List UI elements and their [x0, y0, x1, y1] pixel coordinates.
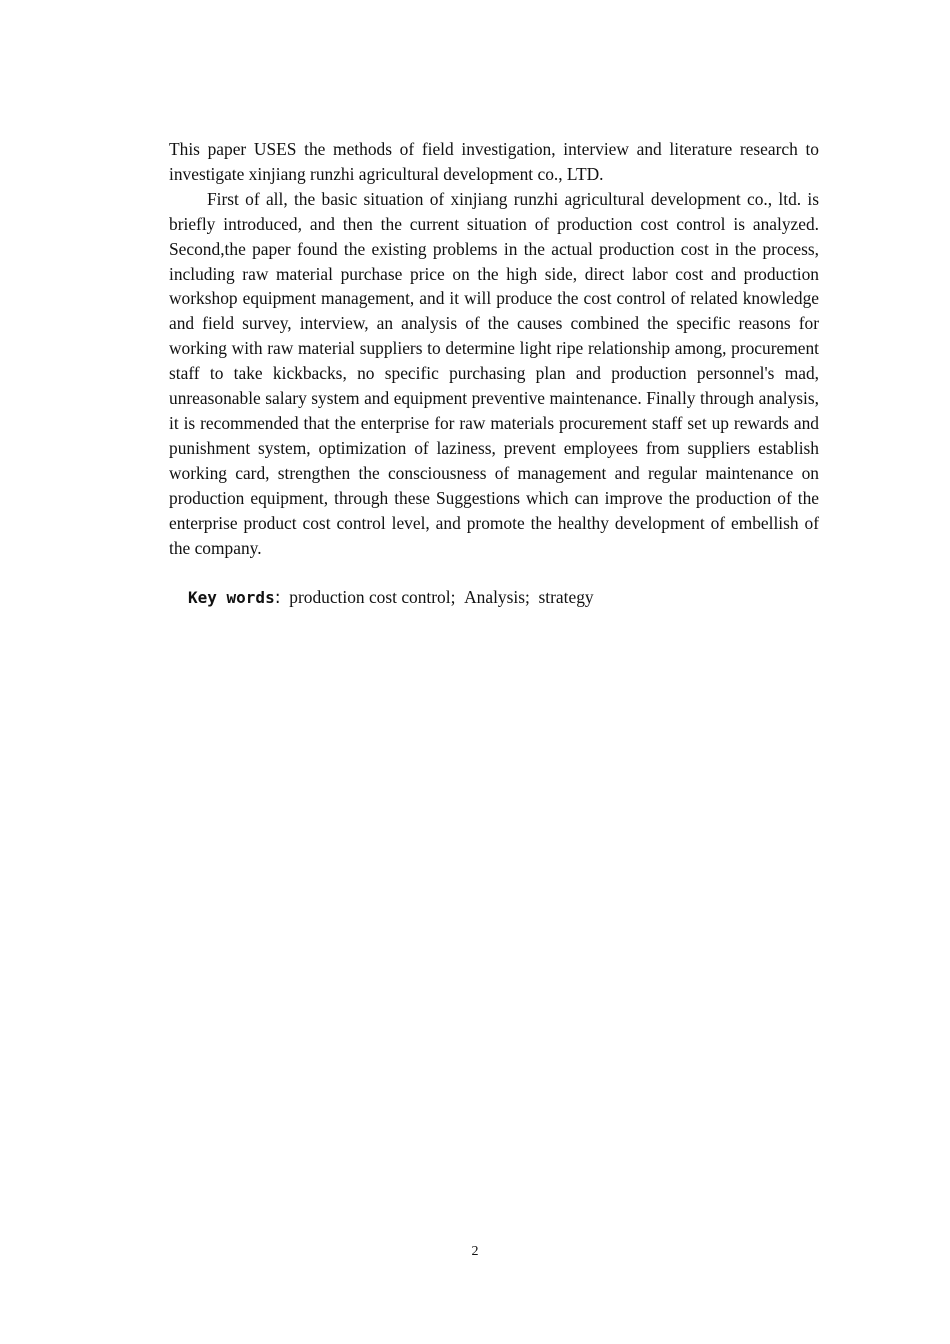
abstract-paragraph-2: First of all, the basic situation of xinjiang runzhi agricultural development co., ltd. is briefly introduced, and then the current situation of production cost control is analyzed. Second,the paper found the existing problems in the actual production cost in the process, including raw material purchase price on the high side, direct labor cost and production workshop equipment management, and it will produce the cost control of related knowledge and field survey, interview, an analysis of the causes combined the specific reasons for working with raw material suppliers to determine light ripe relationship among, procurement staff to take kickbacks, no specific purchasing plan and production personnel's mad, unreasonable salary system and equipment preventive maintenance. Finally through analysis, it is recommended that the enterprise for raw materials procurement staff set up rewards and punishment system, optimization of laziness, prevent employees from suppliers establish working card, strengthen the consciousness of management and regular maintenance on production equipment, through these Suggestions which can improve the production of the enterprise product cost control level, and promote the healthy development of embellish of the company.	[169, 188, 819, 558]
keyword-item: Analysis;	[464, 587, 530, 608]
abstract-body	[169, 137, 819, 611]
keywords-line	[169, 585, 819, 611]
keywords-label: Key words	[188, 588, 275, 608]
keywords-separator: :	[274, 588, 281, 609]
page-number: 2	[471, 1244, 479, 1259]
keyword-item: production cost control;	[289, 587, 456, 608]
abstract-paragraph-1: This paper USES the methods of field investigation, interview and literature research to investigate xinjiang runzhi agricultural development co., LTD.	[169, 139, 819, 184]
keyword-item: strategy	[538, 587, 594, 608]
